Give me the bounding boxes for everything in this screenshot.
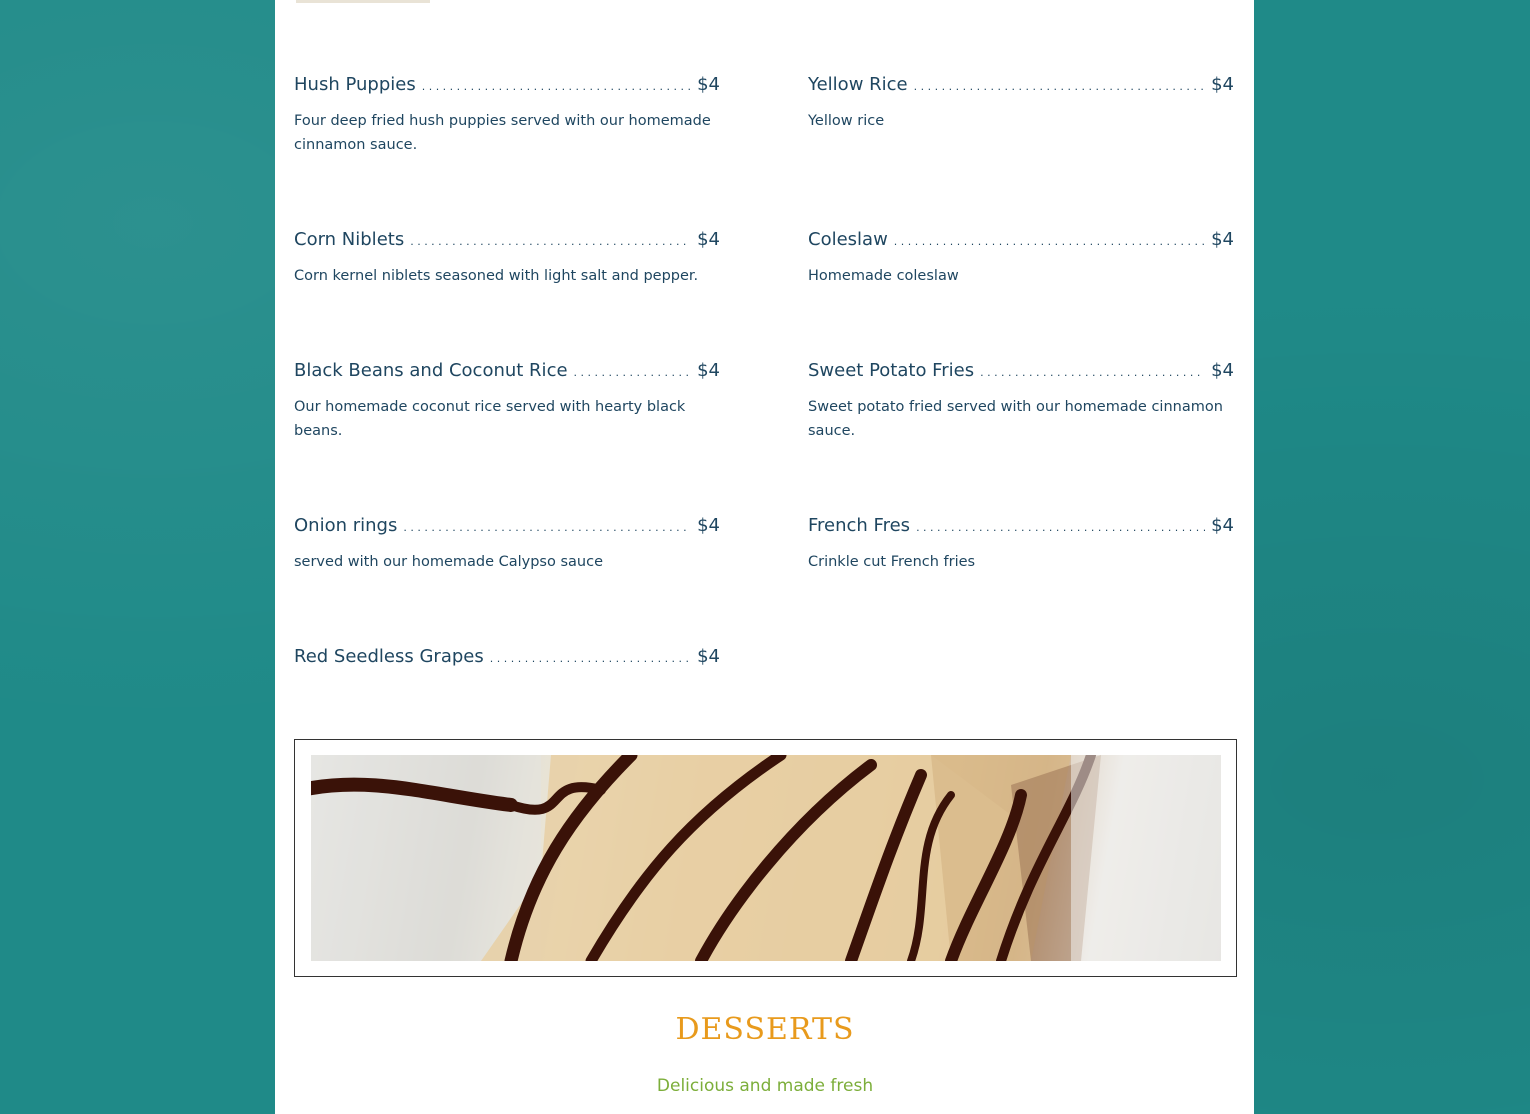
menu-item-hush-puppies [294,74,720,157]
item-name: Coleslaw [808,229,888,250]
item-description: Corn kernel niblets seasoned with light salt and pepper. [294,268,699,284]
leader-dots [574,367,692,378]
leader-dots [422,81,691,92]
item-description: Homemade coleslaw [808,268,959,284]
item-name: Onion rings [294,515,398,536]
leader-dots [916,522,1205,533]
item-description: Our homemade coconut rice served with hearty black beans. [294,399,686,439]
item-price: $4 [697,74,720,95]
item-name: Red Seedless Grapes [294,646,484,667]
item-description: Four deep fried hush puppies served with our homemade cinnamon sauce. [294,113,711,153]
item-price: $4 [697,360,720,381]
item-description: Sweet potato fried served with our homemade cinnamon sauce. [808,399,1223,439]
menu-item-corn-niblets [294,229,720,288]
leader-dots [894,236,1205,247]
item-name: Yellow Rice [808,74,908,95]
menu-item-coleslaw [808,229,1234,288]
cheesecake-image [311,755,1221,961]
item-name: Sweet Potato Fries [808,360,975,381]
leader-dots [980,367,1205,378]
menu-item-onion-rings [294,515,720,574]
item-price: $4 [697,229,720,250]
menu-item-black-beans-coconut-rice [294,360,720,443]
desserts-heading: DESSERTS [675,1012,855,1047]
item-price: $4 [1211,74,1234,95]
item-name: Corn Niblets [294,229,405,250]
menu-item-red-seedless-grapes [294,646,720,667]
menu-item-sweet-potato-fries [808,360,1234,443]
item-price: $4 [697,515,720,536]
item-name: French Fres [808,515,911,536]
leader-dots [410,236,691,247]
desserts-subtitle: Delicious and made fresh [656,1076,874,1096]
item-description: Crinkle cut French fries [808,554,976,570]
dessert-photo [311,755,1221,961]
menu-item-yellow-rice [808,74,1234,133]
item-name: Hush Puppies [294,74,416,95]
dessert-photo-frame [294,739,1237,977]
item-name: Black Beans and Coconut Rice [294,360,568,381]
menu-item-french-fries [808,515,1234,574]
leader-dots [490,653,691,664]
leader-dots [403,522,691,533]
item-price: $4 [1211,229,1234,250]
previous-image-edge [296,0,430,3]
item-description: served with our homemade Calypso sauce [294,554,603,570]
item-description: Yellow rice [808,113,885,129]
leader-dots [914,81,1205,92]
item-price: $4 [1211,515,1234,536]
item-price: $4 [1211,360,1234,381]
item-price: $4 [697,646,720,667]
